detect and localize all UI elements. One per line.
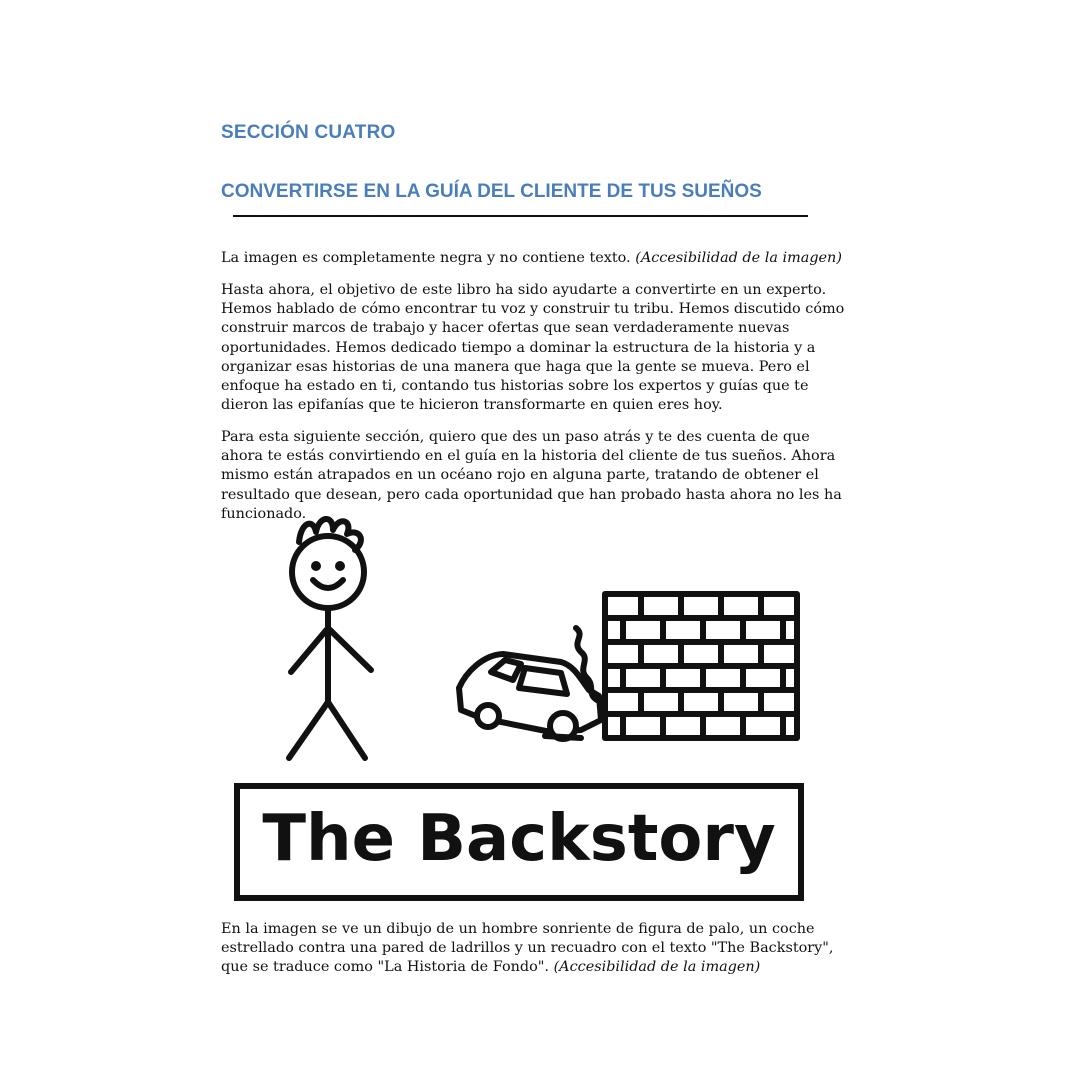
- title-divider: [233, 215, 808, 217]
- accessibility-tag: (Accesibilidad de la imagen): [553, 959, 761, 976]
- illustration-alt-text: [221, 920, 856, 978]
- image-alt-text: [221, 249, 856, 268]
- body-paragraph-1: Hasta ahora, el objetivo de este libro ha sido ayudarte a convertirte en un experto. Hemos hablado de cómo encontrar tu voz y construir tu tribu. Hemos discutido cómo construir marcos de trabajo y hacer ofertas que sean verdaderamente nuevas oportunidades. Hemos dedicado tiempo a dominar la estructura de la historia y a organizar esas historias de una manera que haga que la gente se mueva. Pero el enfoque ha estado en ti, contando tus historias sobre los expertos y guías que te dieron las epifanías que te hicieron transformarte en quien eres hoy.: [221, 282, 845, 414]
- backstory-illustration: [221, 510, 821, 910]
- sign-text: The Backstory: [262, 802, 776, 876]
- body-paragraph-2: Para esta siguiente sección, quiero que des un paso atrás y te des cuenta de que ahora te estás convirtiendo en el guía en la historia del cliente de tus sueños. Ahora mismo están atrapados en un océano rojo en alguna parte, tratando de obtener el resultado que desean, pero cada oportunidad que han probado hasta ahora no les ha funcionado.: [221, 429, 842, 522]
- crashed-car-icon: [459, 628, 601, 739]
- brick-wall-icon: [605, 594, 797, 738]
- section-label: SECCIÓN CUATRO: [221, 122, 396, 143]
- stick-figure-icon: [289, 519, 371, 758]
- chapter-title: CONVERTIRSE EN LA GUÍA DEL CLIENTE DE TUS SUEÑOS: [221, 181, 762, 202]
- alt-text-body: La imagen es completamente negra y no contiene texto.: [221, 250, 636, 266]
- alt-text-body: En la imagen se ve un dibujo de un hombre sonriente de figura de palo, un coche estrellado contra una pared de ladrillos y un recuadro con el texto "The Backstory", que se traduce como "La Historia de Fondo".: [221, 921, 834, 976]
- accessibility-tag: (Accesibilidad de la imagen): [635, 250, 842, 266]
- backstory-sign: [237, 786, 801, 898]
